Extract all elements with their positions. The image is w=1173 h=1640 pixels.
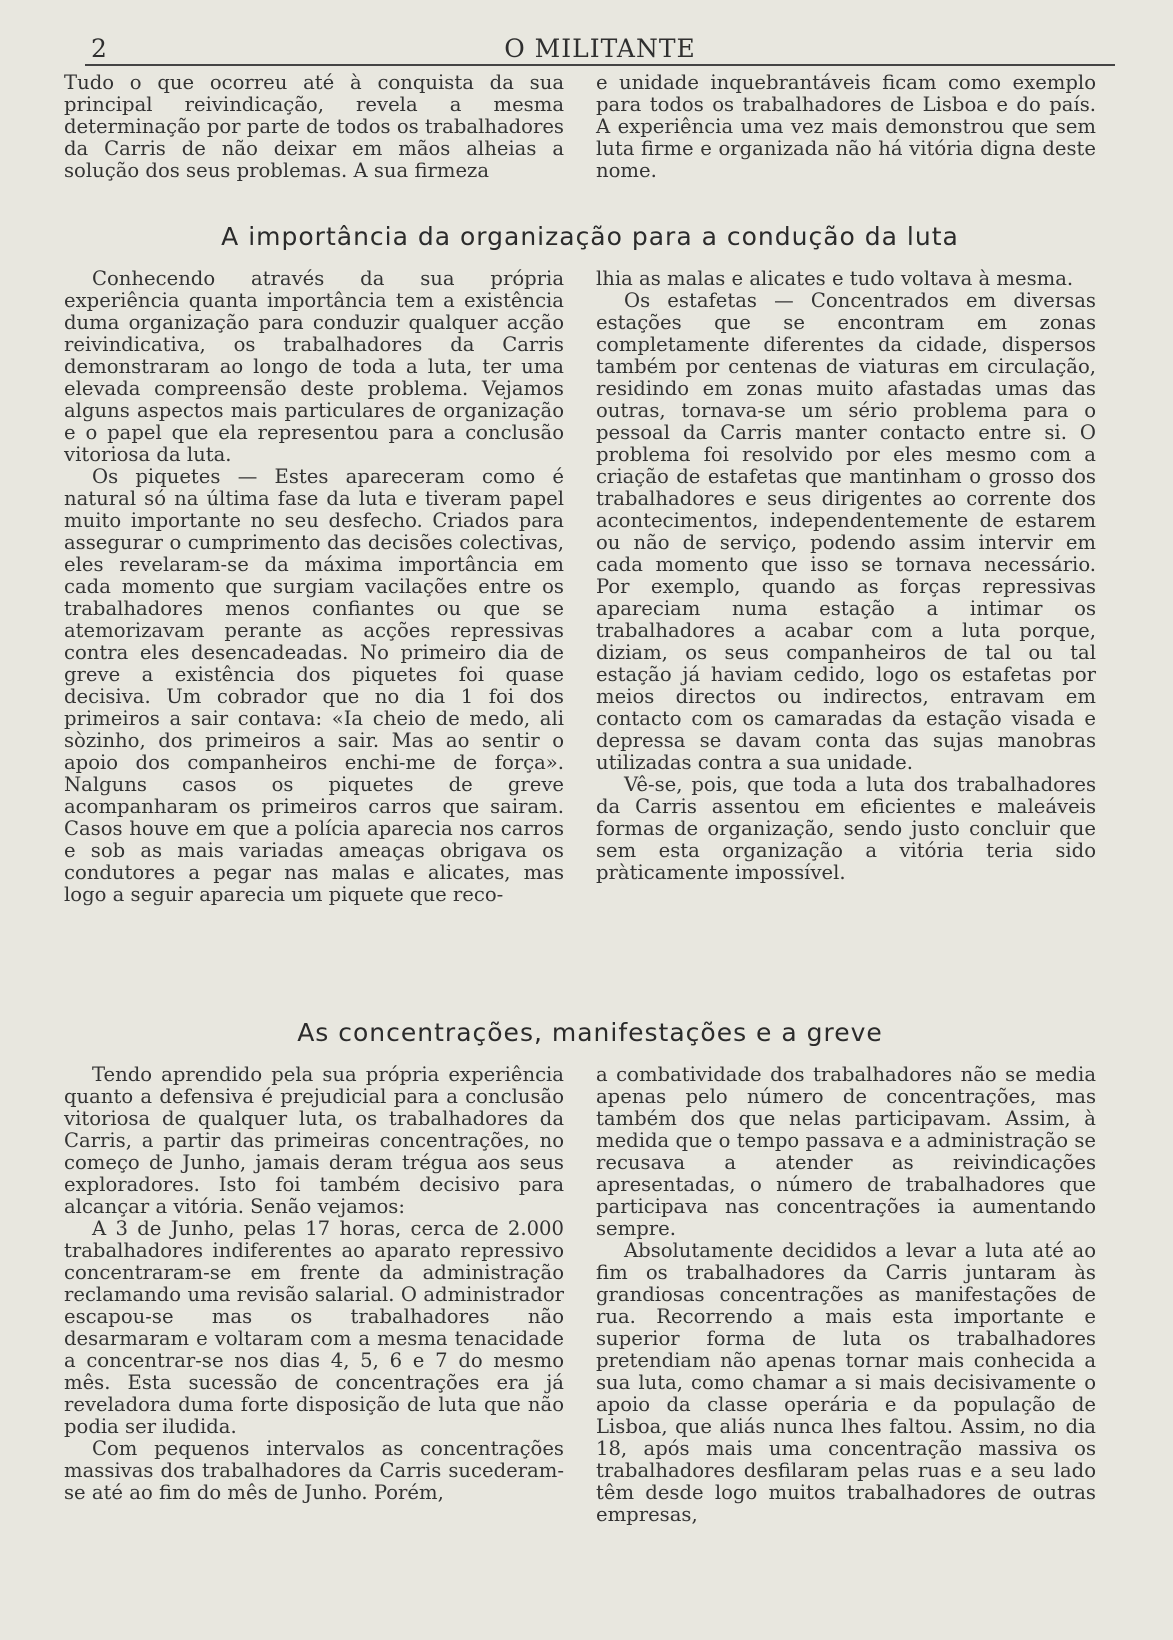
section-heading-concentrations: As concentrações, manifestações e a greve <box>297 1018 883 1047</box>
paragraph: a combatividade dos trabalhadores não se media apenas pelo número de concentrações, mas também dos que nelas participavam. Assim, à medida que o tempo passava e a administração se recusava a atender as reivindicações apresentadas, o número de trabalhadores que participava nas concentrações ia aumentando sempre. <box>596 1063 1096 1240</box>
paragraph: A 3 de Junho, pelas 17 horas, cerca de 2.000 trabalhadores indiferentes ao aparato repressivo concentraram-se em frente da administração reclamando uma revisão salarial. O administrador escapou-se mas os trabalhadores não desarmaram e voltaram com a mesma tenacidade a concentrar-se nos dias 4, 5, 6 e 7 do mesmo mês. Esta sucessão de concentrações era já reveladora duma forte disposição de luta que não podia ser iludida. <box>64 1217 564 1438</box>
intro-column-right <box>596 72 1096 182</box>
section2-column-right <box>596 1064 1096 1526</box>
intro-text-right: e unidade inquebrantáveis ficam como exemplo para todos os trabalhadores de Lisboa e do país. A experiência uma vez mais demonstrou que sem luta firme e organizada não há vitória digna deste nome. <box>596 71 1096 182</box>
intro-text-left: Tudo o que ocorreu até à conquista da sua principal reivindicação, revela a mesma determinação por parte de todos os trabalhadores da Carris de não deixar em mãos alheias a solução dos seus problemas. A sua firmeza <box>64 71 564 182</box>
paragraph: lhia as malas e alicates e tudo voltava à mesma. <box>596 267 1074 290</box>
paragraph: Com pequenos intervalos as concentrações massivas dos trabalhadores da Carris sucederam-se até ao fim do mês de Junho. Porém, <box>64 1437 564 1504</box>
paragraph: Conhecendo através da sua própria experiência quanta importância tem a existência duma organização para conduzir qualquer acção reivindicativa, os trabalhadores da Carris demonstraram ao longo de toda a luta, ter uma elevada compreensão deste problema. Vejamos alguns aspectos mais particulares de organização e o papel que ela representou para a conclusão vitoriosa da luta. <box>64 267 564 466</box>
paragraph: Os estafetas — Concentrados em diversas estações que se encontram em zonas completamente diferentes da cidade, dispersos também por centenas de viaturas em circulação, residindo em zonas muito afastadas umas das outras, tornava-se um sério problema para o pessoal da Carris manter contacto entre si. O problema foi resolvido por eles mesmo com a criação de estafetas que mantinham o grosso dos trabalhadores e seus dirigentes ao corrente dos acontecimentos, independentemente de estarem ou não de serviço, podendo assim intervir em cada momento que isso se tornava necessário. Por exemplo, quando as forças repressivas apareciam numa estação a intimar os trabalhadores a acabar com a luta porque, diziam, os seus companheiros de tal ou tal estação já haviam cedido, logo os estafetas por meios directos ou indirectos, entravam em contacto com os camaradas da estação visada e depressa se davam conta das sujas manobras utilizadas contra a sua unidade. <box>596 289 1096 774</box>
paragraph: Vê-se, pois, que toda a luta dos trabalhadores da Carris assentou em eficientes e maleáveis formas de organização, sendo justo concluir que sem esta organização a vitória teria sido pràticamente impossível. <box>596 773 1096 884</box>
page-header <box>85 30 1115 66</box>
section2-column-left <box>64 1064 564 1504</box>
paragraph: Os piquetes — Estes apareceram como é natural só na última fase da luta e tiveram papel muito importante no seu desfecho. Criados para assegurar o cumprimento das decisões colectivas, eles revelaram-se da máxima importância em cada momento que surgiam vacilações entre os trabalhadores menos confiantes ou que se atemorizavam perante as acções repressivas contra eles desencadeadas. No primeiro dia de greve a existência dos piquetes foi quase decisiva. Um cobrador que no dia 1 foi dos primeiros a sair contava: «Ia cheio de medo, ali sòzinho, dos primeiros a sair. Mas ao sentir o apoio dos companheiros enchi-me de força». Nalguns casos os piquetes de greve acompanharam os primeiros carros que sairam. Casos houve em que a polícia aparecia nos carros e sob as mais variadas ameaças obrigava os condutores a pegar nas malas e alicates, mas logo a seguir aparecia um piquete que reco- <box>64 465 564 906</box>
paragraph: Absolutamente decididos a levar a luta até ao fim os trabalhadores da Carris juntaram às grandiosas concentrações as manifestações de rua. Recorrendo a mais esta importante e superior forma de luta os trabalhadores pretendiam não apenas tornar mais conhecida a sua luta, como chamar a si mais decisivamente o apoio da classe operária e da população de Lisboa, que aliás nunca lhes faltou. Assim, no dia 18, após mais uma concentração massiva os trabalhadores desfilaram pelas ruas e a seu lado têm desde logo muitos trabalhadores de outras empresas, <box>596 1239 1096 1526</box>
page-number: 2 <box>91 34 107 63</box>
intro-column-left <box>64 72 564 182</box>
section1-column-right <box>596 268 1096 884</box>
newspaper-title: O MILITANTE <box>504 34 696 63</box>
section-heading-organization: A importância da organização para a condução da luta <box>221 222 959 251</box>
paragraph: Tendo aprendido pela sua própria experiência quanto a defensiva é prejudicial para a conclusão vitoriosa de qualquer luta, os trabalhadores da Carris, a partir das primeiras concentrações, no começo de Junho, jamais deram trégua aos seus exploradores. Isto foi também decisivo para alcançar a vitória. Senão vejamos: <box>64 1063 564 1218</box>
section1-column-left <box>64 268 564 906</box>
